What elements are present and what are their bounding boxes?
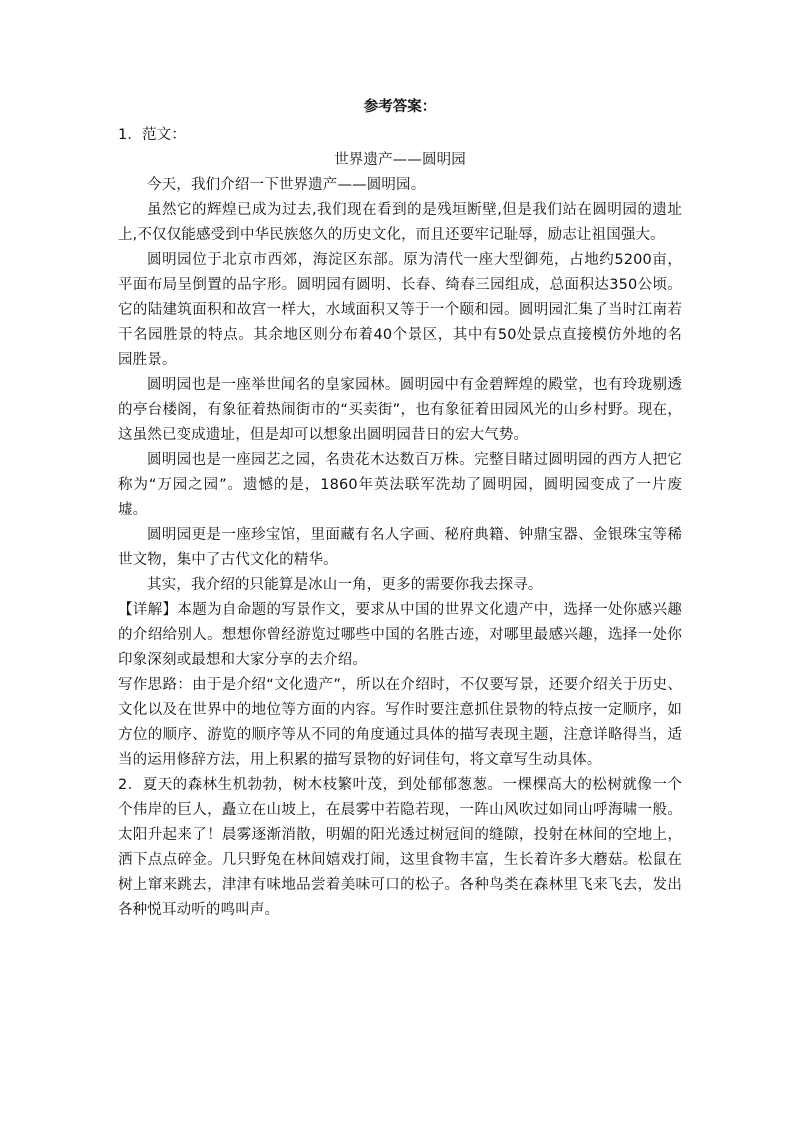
writing-approach: 写作思路：由于是介绍“文化遗产”，所以在介绍时，不仅要写景，还要介绍关于历史、文化以及在世界中的地位等方面的内容。写作时要注意抓住景物的特点按一定顺序，如方位的顺序、游览的顺序等从不同的角度通过具体的描写表现主题，注意详略得当，适当的运用修辞方法，用上积累的描写景物的好词佳句，将文章写生动具体。 (118, 677, 682, 768)
detail-text: 本题为自命题的写景作文，要求从中国的世界文化遗产中，选择一处你感兴趣的介绍给别人。想想你曾经游览过哪些中国的名胜古迹，对哪里最感兴趣，选择一处你印象深刻或最想和大家分享的去介绍。 (118, 602, 682, 668)
essay-paragraph-2: 虽然它的辉煌已成为过去,我们现在看到的是残垣断壁,但是我们站在圆明园的遗址上,不仅仅能感受到中华民族悠久的历史文化，而且还要牢记耻辱，励志让祖国强大。 (118, 202, 682, 243)
detail-explanation (118, 598, 682, 673)
essay-title: 世界遗产——圆明园 (334, 152, 466, 168)
question-1-label: 1．范文： (118, 127, 186, 143)
answer-heading: 参考答案： (363, 99, 437, 115)
essay-paragraph-5: 圆明园也是一座园艺之园，名贵花木达数百万株。完整目睹过圆明园的西方人把它称为“万园之园”。遗憾的是，1860年英法联军洗劫了圆明园，圆明园变成了一片废墟。 (118, 452, 682, 518)
answer-content (118, 96, 682, 923)
question-2-answer: 2．夏天的森林生机勃勃，树木枝繁叶茂，到处郁郁葱葱。一棵棵高大的松树就像一个个伟岸的巨人，矗立在山坡上，在晨雾中若隐若现，一阵山风吹过如同山呼海啸一般。太阳升起来了！晨雾逐渐消散，明媚的阳光透过树冠间的缝隙，投射在林间的空地上，洒下点点碎金。几只野兔在林间嬉戏打闹，这里食物丰富，生长着许多大蘑菇。松鼠在树上窜来跳去，津津有味地品尝着美味可口的松子。各种鸟类在森林里飞来飞去，发出各种悦耳动听的鸣叫声。 (118, 777, 682, 918)
essay-paragraph-6: 圆明园更是一座珍宝馆，里面藏有名人字画、秘府典籍、钟鼎宝器、金银珠宝等稀世文物，集中了古代文化的精华。 (118, 527, 682, 568)
essay-paragraph-1: 今天，我们介绍一下世界遗产——圆明园。 (147, 177, 426, 193)
essay-paragraph-7: 其实，我介绍的只能算是冰山一角，更多的需要你我去探寻。 (147, 577, 543, 593)
essay-paragraph-4: 圆明园也是一座举世闻名的皇家园林。圆明园中有金碧辉煌的殿堂，也有玲珑剔透的亭台楼阁，有象征着热闹街市的“买卖街”，也有象征着田园风光的山乡村野。现在，这虽然已变成遗址，但是却可以想象出圆明园昔日的宏大气势。 (118, 377, 682, 443)
essay-paragraph-3: 圆明园位于北京市西郊，海淀区东部。原为清代一座大型御苑，占地约5200亩，平面布局呈倒置的品字形。圆明园有圆明、长春、绮春三园组成，总面积达350公顷。它的陆建筑面积和故宫一样大，水域面积又等于一个颐和园。圆明园汇集了当时江南若干名园胜景的特点。其余地区则分布着40个景区，其中有50处景点直接模仿外地的名园胜景。 (118, 252, 682, 368)
detail-tag: 【详解】 (118, 602, 178, 618)
